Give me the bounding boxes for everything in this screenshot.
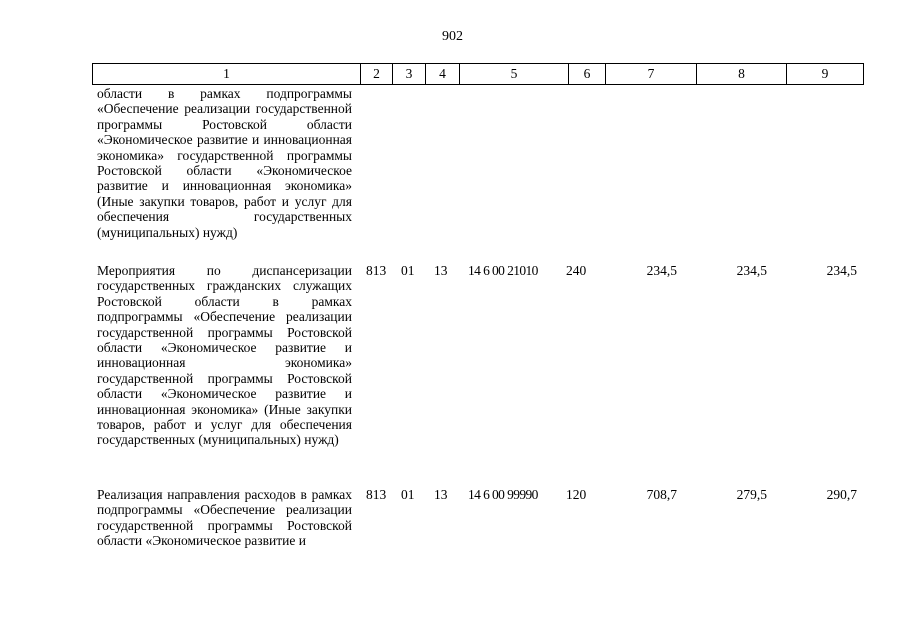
cell-amount-col7: 708,7	[646, 487, 677, 502]
column-header-5: 5	[460, 64, 569, 85]
column-header-8: 8	[697, 64, 787, 85]
column-header-9: 9	[787, 64, 864, 85]
page-number: 902	[442, 29, 463, 44]
cell-amount-col8: 234,5	[736, 263, 767, 278]
cell-amount-col9: 290,7	[826, 487, 857, 502]
column-header-7: 7	[606, 64, 697, 85]
table-header	[92, 63, 864, 85]
cell-amount-col7: 234,5	[646, 263, 677, 278]
cell-target-article: 14 6 00 21010	[468, 263, 538, 278]
cell-subsection-code: 13	[434, 487, 448, 502]
column-header-1: 1	[93, 64, 361, 85]
cell-subsection-code: 13	[434, 263, 448, 278]
cell-ministry-code: 813	[366, 263, 387, 278]
cell-expense-type: 240	[566, 263, 587, 278]
cell-target-article: 14 6 00 99990	[468, 487, 538, 502]
cell-amount-col9: 234,5	[826, 263, 857, 278]
cell-ministry-code: 813	[366, 487, 387, 502]
column-header-2: 2	[361, 64, 393, 85]
cell-expense-type: 120	[566, 487, 587, 502]
row-description: области в рамках подпрограммы «Обеспечение реализации государственной программы Ростовской области «Экономическое развитие и инновационная экономика» государственной программы Ростовской области «Экономическое развитие и инновационная экономика» (Иные закупки товаров, работ и услуг для обеспечения государственных (муниципальных) нужд)	[97, 86, 352, 240]
cell-section-code: 01	[401, 263, 415, 278]
column-header-6: 6	[569, 64, 606, 85]
cell-section-code: 01	[401, 487, 415, 502]
column-header-4: 4	[426, 64, 460, 85]
cell-amount-col8: 279,5	[736, 487, 767, 502]
column-header-3: 3	[393, 64, 426, 85]
row-description: Мероприятия по диспансеризации государственных гражданских служащих Ростовской области в рамках подпрограммы «Обеспечение реализации государственной программы Ростовской области «Экономическое развитие и инновационная экономика» государственной программы Ростовской области «Экономическое развитие и инновационная экономика» (Иные закупки товаров, работ и услуг для обеспечения государственных (муниципальных) нужд)	[97, 263, 352, 448]
row-description: Реализация направления расходов в рамках подпрограммы «Обеспечение реализации государственной программы Ростовской области «Экономическое развитие и	[97, 487, 352, 549]
